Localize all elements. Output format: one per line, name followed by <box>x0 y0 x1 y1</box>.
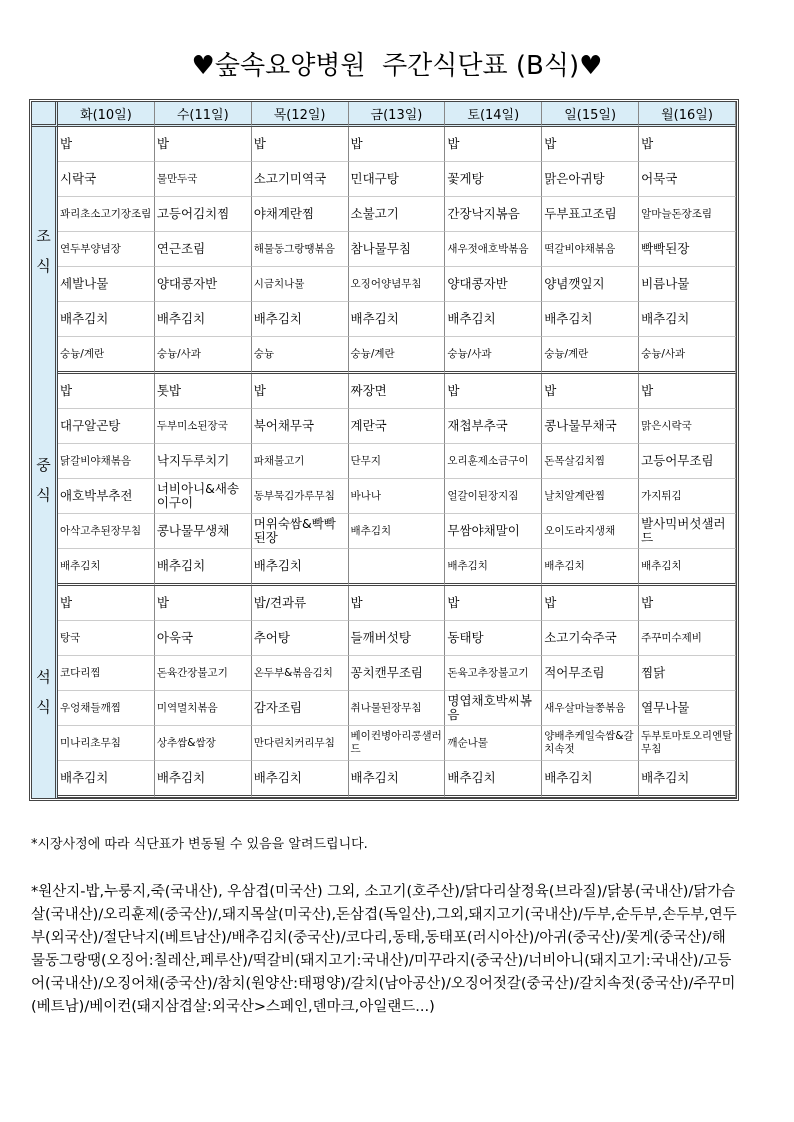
menu-cell: 시금치나물 <box>252 267 349 302</box>
menu-cell: 연근조림 <box>155 232 252 267</box>
menu-cell: 배추김치 <box>252 549 349 586</box>
menu-cell: 배추김치 <box>58 549 155 586</box>
menu-cell: 야채계란찜 <box>252 197 349 232</box>
menu-row <box>32 232 736 267</box>
page-title: ♥숲속요양병원 주간식단표 (B식)♥ <box>191 51 603 81</box>
menu-cell: 밥 <box>542 586 639 621</box>
menu-cell: 닭갈비야채볶음 <box>58 444 155 479</box>
menu-cell: 재첩부추국 <box>445 409 542 444</box>
menu-cell: 시락국 <box>58 162 155 197</box>
menu-cell: 새우젓애호박볶음 <box>445 232 542 267</box>
menu-row <box>32 656 736 691</box>
menu-cell: 새우살마늘쫑볶음 <box>542 691 639 726</box>
menu-row <box>32 374 736 409</box>
menu-cell: 발사믹버섯샐러드 <box>639 514 736 549</box>
header-row <box>32 102 736 127</box>
menu-cell: 탕국 <box>58 621 155 656</box>
menu-cell: 양배추케일숙쌈&갈치속젓 <box>542 726 639 761</box>
menu-cell: 배추김치 <box>639 761 736 798</box>
menu-cell: 어묵국 <box>639 162 736 197</box>
menu-cell: 낙지두루치기 <box>155 444 252 479</box>
menu-cell: 꽈리초소고기장조림 <box>58 197 155 232</box>
menu-cell: 고등어무조림 <box>639 444 736 479</box>
menu-cell: 톳밥 <box>155 374 252 409</box>
menu-cell: 떡갈비야채볶음 <box>542 232 639 267</box>
menu-cell: 두부표고조림 <box>542 197 639 232</box>
menu-cell: 숭늉/계란 <box>58 337 155 374</box>
menu-row <box>32 691 736 726</box>
menu-cell: 애호박부추전 <box>58 479 155 514</box>
menu-cell: 돈목살김치찜 <box>542 444 639 479</box>
menu-cell: 배추김치 <box>639 302 736 337</box>
menu-cell: 단무지 <box>349 444 446 479</box>
menu-cell: 소불고기 <box>349 197 446 232</box>
menu-cell: 배추김치 <box>542 302 639 337</box>
menu-row <box>32 514 736 549</box>
menu-cell: 적어무조림 <box>542 656 639 691</box>
menu-cell: 간장낙지볶음 <box>445 197 542 232</box>
menu-cell: 돈육간장불고기 <box>155 656 252 691</box>
notice-text: *시장사정에 따라 식단표가 변동될 수 있음을 알려드립니다. <box>31 837 368 852</box>
menu-cell: 계란국 <box>349 409 446 444</box>
menu-cell: 바나나 <box>349 479 446 514</box>
day-header: 일(15일) <box>542 102 639 127</box>
menu-cell: 배추김치 <box>445 761 542 798</box>
menu-cell: 밥 <box>639 127 736 162</box>
day-header: 금(13일) <box>349 102 446 127</box>
menu-cell: 숭늉/계란 <box>542 337 639 374</box>
menu-cell: 양념깻잎지 <box>542 267 639 302</box>
menu-cell: 날치알계란찜 <box>542 479 639 514</box>
menu-cell: 북어채무국 <box>252 409 349 444</box>
menu-cell: 밥 <box>155 127 252 162</box>
menu-cell: 해물동그랑땡볶음 <box>252 232 349 267</box>
menu-cell: 배추김치 <box>349 761 446 798</box>
menu-cell: 명엽채호박씨볶음 <box>445 691 542 726</box>
menu-cell: 비름나물 <box>639 267 736 302</box>
menu-cell: 밥 <box>639 374 736 409</box>
menu-cell: 베이컨병아리콩샐러드 <box>349 726 446 761</box>
menu-cell: 오이도라지생채 <box>542 514 639 549</box>
menu-row <box>32 197 736 232</box>
menu-row <box>32 162 736 197</box>
menu-cell: 꽃게탕 <box>445 162 542 197</box>
menu-cell: 밥 <box>58 127 155 162</box>
menu-cell: 돈육고추장불고기 <box>445 656 542 691</box>
menu-cell: 짜장면 <box>349 374 446 409</box>
menu-cell: 숭늉 <box>252 337 349 374</box>
menu-cell: 코다리찜 <box>58 656 155 691</box>
menu-cell: 두부미소된장국 <box>155 409 252 444</box>
menu-row <box>32 127 736 162</box>
menu-cell: 배추김치 <box>639 549 736 586</box>
menu-cell: 감자조림 <box>252 691 349 726</box>
menu-row <box>32 479 736 514</box>
menu-row <box>32 337 736 374</box>
menu-cell: 우엉채들깨찜 <box>58 691 155 726</box>
menu-cell: 취나물된장무침 <box>349 691 446 726</box>
menu-cell: 물만두국 <box>155 162 252 197</box>
menu-cell: 밥/견과류 <box>252 586 349 621</box>
menu-cell: 배추김치 <box>349 302 446 337</box>
meal-label: 석 식 <box>32 586 58 798</box>
menu-cell: 밥 <box>58 374 155 409</box>
menu-cell: 만다린치커리무침 <box>252 726 349 761</box>
menu-cell: 밥 <box>58 586 155 621</box>
menu-cell: 찜닭 <box>639 656 736 691</box>
meal-label: 조 식 <box>32 127 58 374</box>
menu-cell: 밥 <box>445 127 542 162</box>
day-header: 화(10일) <box>58 102 155 127</box>
menu-row <box>32 409 736 444</box>
day-header: 월(16일) <box>639 102 736 127</box>
menu-cell: 양대콩자반 <box>445 267 542 302</box>
menu-cell: 상추쌈&쌈장 <box>155 726 252 761</box>
menu-cell: 꽁치캔무조림 <box>349 656 446 691</box>
menu-cell: 배추김치 <box>252 302 349 337</box>
menu-cell: 가지튀김 <box>639 479 736 514</box>
menu-cell: 배추김치 <box>349 514 446 549</box>
menu-cell: 동태탕 <box>445 621 542 656</box>
menu-cell: 파채불고기 <box>252 444 349 479</box>
menu-row <box>32 444 736 479</box>
menu-cell: 두부토마토오리엔탈무침 <box>639 726 736 761</box>
menu-cell: 아삭고추된장무침 <box>58 514 155 549</box>
menu-cell: 배추김치 <box>252 761 349 798</box>
menu-cell: 미역멸치볶음 <box>155 691 252 726</box>
menu-cell: 배추김치 <box>58 302 155 337</box>
menu-cell: 밥 <box>542 127 639 162</box>
menu-cell: 소고기숙주국 <box>542 621 639 656</box>
menu-cell: 배추김치 <box>445 549 542 586</box>
menu-row <box>32 621 736 656</box>
day-header: 토(14일) <box>445 102 542 127</box>
menu-cell: 동부묵김가루무침 <box>252 479 349 514</box>
menu-cell: 배추김치 <box>445 302 542 337</box>
menu-cell: 추어탕 <box>252 621 349 656</box>
menu-cell: 연두부양념장 <box>58 232 155 267</box>
menu-cell <box>349 549 446 586</box>
menu-cell: 양대콩자반 <box>155 267 252 302</box>
day-header: 목(12일) <box>252 102 349 127</box>
menu-cell: 오리훈제소금구이 <box>445 444 542 479</box>
menu-cell: 민대구탕 <box>349 162 446 197</box>
menu-cell: 대구알곤탕 <box>58 409 155 444</box>
menu-cell: 빡빡된장 <box>639 232 736 267</box>
menu-cell: 배추김치 <box>155 549 252 586</box>
menu-cell: 밥 <box>252 127 349 162</box>
menu-cell: 소고기미역국 <box>252 162 349 197</box>
menu-cell: 배추김치 <box>542 549 639 586</box>
menu-cell: 밥 <box>252 374 349 409</box>
menu-cell: 고등어김치찜 <box>155 197 252 232</box>
menu-cell: 숭늉/사과 <box>445 337 542 374</box>
menu-cell: 밥 <box>349 127 446 162</box>
menu-cell: 무쌈야채말이 <box>445 514 542 549</box>
menu-cell: 열무나물 <box>639 691 736 726</box>
menu-cell: 미나리초무침 <box>58 726 155 761</box>
menu-cell: 밥 <box>349 586 446 621</box>
menu-cell: 온두부&볶음김치 <box>252 656 349 691</box>
menu-row <box>32 267 736 302</box>
menu-cell: 콩나물무채국 <box>542 409 639 444</box>
menu-cell: 배추김치 <box>155 302 252 337</box>
origin-info: *원산지-밥,누룽지,죽(국내산), 우삼겹(미국산) 그외, 소고기(호주산)/닭다리살정육(브라질)/닭봉(국내산)/닭가슴살(국내산)/오리훈제(중국산)/,돼지목살(미국산),돈삼겹(독일산),그외,돼지고기(국내산)/두부,순두부,손두부,연두부(외국산)/절단낙지(베트남산)/배추김치(중국산)/코다리,동태,동태포(러시아산)/아귀(중국산)/꽃게(중국산)/해물동그랑땡(오징어:칠레산,페루산)/떡갈비(돼지고기:국내산)/미꾸라지(중국산)/너비아니(돼지고기:국내산)/고등어(국내산)/오징어채(중국산)/참치(원양산:태평양)/갈치(남아공산)/오징어젓갈(중국산)/갈치속젓(중국산)/주꾸미(베트남)/베이컨(돼지삼겹살:외국산>스페인,덴마크,아일랜드...) <box>31 884 737 1015</box>
menu-cell: 배추김치 <box>155 761 252 798</box>
day-header: 수(11일) <box>155 102 252 127</box>
menu-cell: 맑은시락국 <box>639 409 736 444</box>
menu-cell: 밥 <box>639 586 736 621</box>
menu-cell: 배추김치 <box>58 761 155 798</box>
menu-cell: 맑은아귀탕 <box>542 162 639 197</box>
menu-row <box>32 302 736 337</box>
menu-cell: 숭늉/사과 <box>639 337 736 374</box>
menu-cell: 밥 <box>445 374 542 409</box>
meal-label: 중 식 <box>32 374 58 586</box>
menu-cell: 콩나물무생채 <box>155 514 252 549</box>
menu-cell: 알마늘돈장조림 <box>639 197 736 232</box>
menu-row <box>32 726 736 761</box>
menu-cell: 밥 <box>542 374 639 409</box>
menu-cell: 얼갈이된장지짐 <box>445 479 542 514</box>
menu-cell: 참나물무침 <box>349 232 446 267</box>
menu-table <box>29 99 739 801</box>
menu-cell: 아욱국 <box>155 621 252 656</box>
menu-cell: 숭늉/계란 <box>349 337 446 374</box>
menu-cell: 머위숙쌈&빡빡된장 <box>252 514 349 549</box>
menu-cell: 너비아니&새송이구이 <box>155 479 252 514</box>
menu-row <box>32 761 736 798</box>
menu-cell: 밥 <box>155 586 252 621</box>
menu-body <box>32 127 736 798</box>
menu-cell: 주꾸미수제비 <box>639 621 736 656</box>
menu-row <box>32 549 736 586</box>
menu-row <box>32 586 736 621</box>
menu-cell: 오징어양념무침 <box>349 267 446 302</box>
menu-cell: 숭늉/사과 <box>155 337 252 374</box>
menu-cell: 깨순나물 <box>445 726 542 761</box>
menu-cell: 세발나물 <box>58 267 155 302</box>
menu-cell: 배추김치 <box>542 761 639 798</box>
menu-cell: 밥 <box>445 586 542 621</box>
header-corner <box>32 102 58 127</box>
menu-cell: 들깨버섯탕 <box>349 621 446 656</box>
